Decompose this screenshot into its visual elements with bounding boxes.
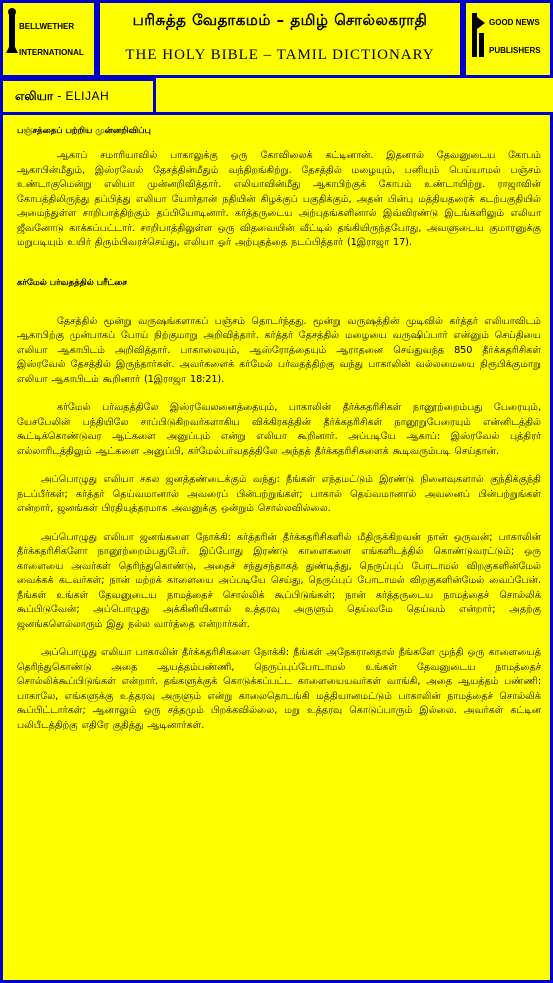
carmel-paragraph-4: அப்பொழுது எலியா ஜனங்களை நோக்கி: கர்த்தரின் தீர்க்கதரிசிகளில் மீதிருக்கிறவன் நான் ஒருவன்; பாகாலின் தீர்க்கதரிசிகளோ நானூற்றைம்பதுபேர். இப்போது இரண்டு காளைகளை எங்களிடத்தில் கொண்டுவரட்டும்; ஒரு காளையை அவர்கள் தெரிந்துகொண்டு, அதைச் சந்துசந்தாகத் துண்டித்து, நெருப்புப் போடாமல் விறகுகளின்மேல் வைக்கக் கடவர்கள்; நான் மற்றக் காளையை அப்படியே செய்து, நெருப்புப் போடாமல் விறகுகளின்மேல் வைப்பேன். நீங்கள் உங்கள் தேவனுடைய நாமத்தைச் சொல்லிக் கூப்பிடுங்கள்; நான் கர்த்தருடைய நாமத்தைச் சொல்லிக் கூப்பிடுவேன்; அப்பொழுது அக்கினியினால் உத்தரவு அருளும் தெய்வமே தெய்வம் என்றார்; அதற்கு ஜனங்களெல்லாரும் இது நல்ல வார்த்தை என்றார்கள். bbox=[17, 531, 541, 630]
bellwether-logo-box bbox=[0, 0, 97, 78]
carmel-paragraph-2: கர்மேல் பர்வதத்திலே இஸ்ரவேலனைத்தையும், பாகாலின் தீர்க்கதரிசிகள் நானூற்றைம்பது பேரையும், யேசபேலின் பந்தியிலே சாப்பிடுகிறவர்களாகிய விக்கிரகத்தின் தீர்க்கதரிசிகள் நானூறுபேரையும் என்னிடத்தில் கூட்டிக்கொண்டுவர ஆட்களை அனுப்பும் என்று எலியா கூறினார். அப்படியே ஆகாப்: இஸ்ரவேல் புத்திரர் எல்லாரிடத்திலும் ஆட்களை அனுப்பி, கர்மேல்பர்வதத்திலே அந்தத் தீர்க்கதரிசிகளைக் கூடிவரும்படி செய்தான். bbox=[17, 402, 541, 457]
bellwether-logo-icon bbox=[3, 3, 94, 75]
good-news-logo-icon bbox=[466, 3, 550, 75]
right-logo-line1: GOOD NEWS bbox=[489, 18, 540, 27]
left-logo-line2: INTERNATIONAL bbox=[19, 48, 84, 57]
title-banner bbox=[97, 0, 463, 78]
left-logo-line1: BELLWETHER bbox=[19, 22, 75, 31]
page-title-tamil: பரிசுத்த வேதாகமம் – தமிழ் சொல்லகராதி bbox=[132, 11, 428, 29]
good-news-logo-box bbox=[463, 0, 553, 78]
carmel-paragraph-5: அப்பொழுது எலியா பாகாலின் தீர்க்கதரிசிகளை நோக்கி: நீங்கள் அநேகரானதால் நீங்களே முந்தி ஒரு காளையைத் தெரிந்துகொண்டு அதை ஆயத்தம்பண்ணி, நெருப்புப்போடாமல் உங்கள் தேவனுடைய நாமத்தைச் சொல்லிக்கூப்பிடுங்கள் என்றார். தங்களுக்குக் கொடுக்கப்பட்ட காளையையவர்கள் வாங்கி, அதை ஆயத்தம் பண்ணி: பாகாலே, எங்களுக்கு உத்தரவு அருளும் என்று காலைதொடங்கி மத்தியானமட்டும் பாகாலின் நாமத்தைச் சொல்லிக் கூப்பிட்டார்கள்; ஆனாலும் ஒரு சத்தமும் பிறக்கவில்லை, மறு உத்தரவு கொடுப்பாரும் இல்லை. அவர்கள் கட்டின பலிபீடத்திற்கு எதிரே குதித்து ஆடினார்கள். bbox=[17, 647, 541, 731]
section-heading-famine: பஞ்சத்தைப் பற்றிய முன்னறிவிப்பு bbox=[17, 126, 151, 136]
entry-body bbox=[0, 112, 553, 983]
entry-name-english: ELIJAH bbox=[65, 89, 110, 103]
entry-name bbox=[15, 89, 109, 105]
carmel-paragraph-1: தேசத்தில் மூன்று வருஷங்களாகப் பஞ்சம் தொடர்ந்தது. மூன்று வருஷத்தின் முடிவில் கர்த்தர் எலியாவிடம் ஆகாபிற்கு முன்பாகப் போய் நிற்குமாறு அறிவித்தார். கர்த்தர் தேசத்தில் மழையை வருஷிப்பார் என்னும் செய்தியை எலியா ஆகாபிடம் அறிவித்தார். பாகாலையும், ஆஸ்ரோத்தையும் ஆராதனை செய்துவந்த 850 தீர்க்கதரிசிகள் இஸ்ரவேல் தேசத்தில் இருந்தார்கள். அவர்களைக் கர்மேல் பர்வதத்திற்கு வந்து பாகாலின் வல்லமையை நிரூபிக்குமாறு எலியா ஆகாபிடம் கூறினார் (1இராஜா 18:21). bbox=[17, 315, 541, 385]
famine-paragraph-1: ஆகாப் சமாரியாவில் பாகாலுக்கு ஒரு கோவிலைக் கட்டினான். இதனால் தேவனுடைய கோபம் ஆகாபின்மீதும், இஸ்ரவேல் தேசத்தின்மீதும் வந்திறங்கிற்று. தேசத்தில் மழையும், பனியும் பெய்யாமல் பஞ்சம் உண்டாகுமென்று எலியா முன்னறிவித்தார். எலியாவின்மீது ஆகாபிற்குக் கோபம் உண்டாயிற்று. ராஜாவின் கோபத்திலிருந்து தப்பித்து எலியா யோர்தான் நதியின் கிழக்குப் பகுதிக்கும், அதன் பின்பு மத்தியதரைக் கடற்பகுதியில் அமைந்துள்ள சாறிபாத்திற்கும் தப்பியோடினார். கர்த்தருடைய அற்புதங்களினால் இவ்விரண்டு இடங்களிலும் எலியா ஜீவனோடு காக்கப்பட்டார். சாறிபாத்திலுள்ள ஒரு விதவையின் வீட்டில் தங்கியிருந்தபோது, அவளுடைய குமாரனுக்கு மறுபடியும் உயிர் திரும்பிவரச்செய்து, எலியா ஓர் அற்புதத்தை நடப்பித்தார் (1இராஜா 17). bbox=[17, 150, 542, 248]
section-heading-carmel: கர்மேல் பர்வதத்தில் பரீட்சை bbox=[17, 277, 127, 288]
entry-name-tamil: எலியா bbox=[15, 89, 54, 103]
page-title-english: THE HOLY BIBLE – TAMIL DICTIONARY bbox=[125, 47, 435, 63]
entry-content bbox=[17, 125, 541, 733]
carmel-paragraph-3: அப்பொழுது எலியா சகல ஜனத்தண்டைக்கும் வந்து: நீங்கள் எந்தமட்டும் இரண்டு நினைவுகளால் குந்திக்குந்தி நடப்பீர்கள்; கர்த்தர் தெய்வமானால் அவரைப் பின்பற்றுங்கள்; பாகால் தெய்வமானால் அவனைப் பின்பற்றுங்கள் என்றார், ஜனங்கள் பிரதியுத்தரமாக அவனுக்கு ஒன்றும் சொல்லவில்லை. bbox=[17, 474, 541, 514]
entry-name-box bbox=[0, 78, 156, 115]
right-logo-line2: PUBLISHERS bbox=[489, 46, 541, 55]
entry-name-separator: - bbox=[57, 89, 62, 103]
